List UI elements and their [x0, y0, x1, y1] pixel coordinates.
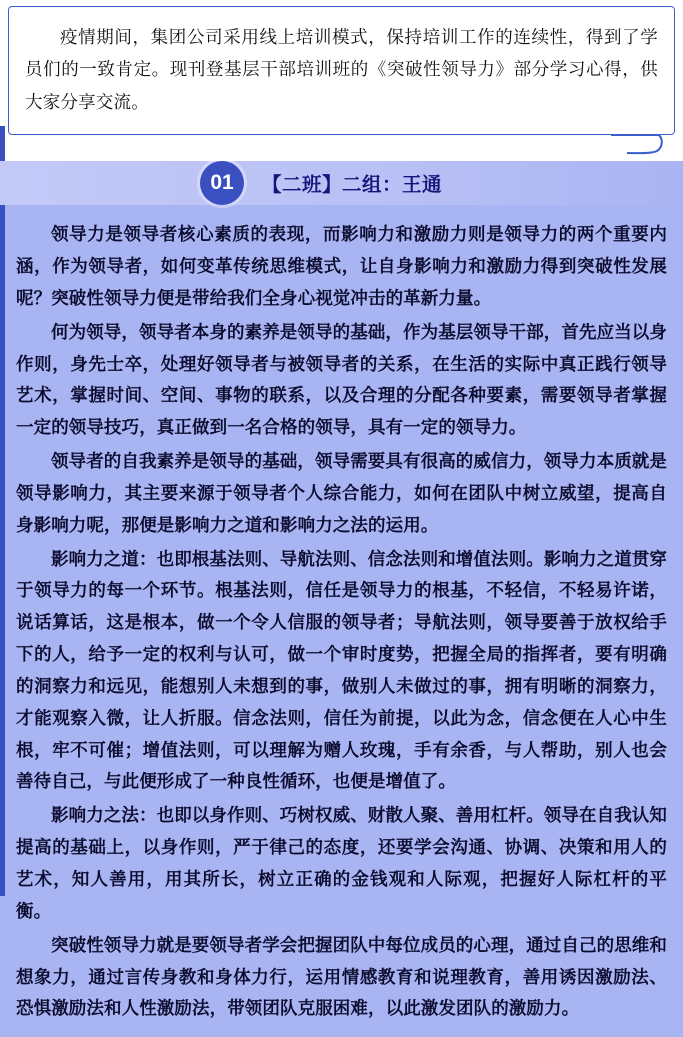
- intro-text: 疫情期间，集团公司采用线上培训模式，保持培训工作的连续性，得到了学员们的一致肯定。现刊登基层干部培训班的《突破性领导力》部分学习心得，供大家分享交流。: [25, 27, 658, 112]
- left-accent-rail: [0, 126, 5, 896]
- document-page: [0, 6, 683, 1019]
- intro-section: [8, 6, 675, 135]
- quote-flourish-icon: [607, 131, 665, 157]
- intro-box: [8, 6, 675, 135]
- paragraph: 领导者的自我素养是领导的基础，领导需要具有很高的威信力，领导力本质就是领导影响力，其主要来源于领导者个人综合能力，如何在团队中树立威望，提高自身影响力呢，那便是影响力之道和影响力之法的运用。: [16, 451, 667, 535]
- paragraph: 影响力之法：也即以身作则、巧树权威、财散人聚、善用杠杆。领导在自我认知提高的基础上，以身作则，严于律己的态度，还要学会沟通、协调、决策和用人的艺术，知人善用，用其所长，树立正确的金钱观和人际观，把握好人际杠杆的平衡。: [16, 805, 667, 921]
- paragraph: 突破性领导力就是要领导者学会把握团队中每位成员的心理，通过自己的思维和想象力，通过言传身教和身体力行，运用情感教育和说理教育，善用诱因激励法、恐惧激励法和人性激励法，带领团队克服困难，以此激发团队的激励力。: [16, 934, 667, 1019]
- paragraph: 影响力之道：也即根基法则、导航法则、信念法则和增值法则。影响力之道贯穿于领导力的每一个环节。根基法则，信任是领导力的根基，不轻信，不轻易许诺，说话算话，这是根本，做一个令人信服的领导者；导航法则，领导要善于放权给手下的人，给予一定的权利与认可，做一个审时度势，把握全局的指挥者，要有明确的洞察力和远见，能想别人未想到的事，做别人未做过的事，拥有明晰的洞察力，才能观察入微，让人折服。信念法则，信任为前提，以此为念，信念便在人心中生根，牢不可催；增值法则，可以理解为赠人玫瑰，手有余香，与人帮助，别人也会善待自己，与此便形成了一种良性循环，也便是增值了。: [16, 548, 667, 792]
- section-number-badge: 01: [200, 161, 244, 205]
- paragraph: 何为领导，领导者本身的素养是领导的基础，作为基层领导干部，首先应当以身作则，身先士卒，处理好领导者与被领导者的关系，在生活的实际中真正践行领导艺术，掌握时间、空间、事物的联系，以及合理的分配各种要素，需要领导者掌握一定的领导技巧，真正做到一名合格的领导，具有一定的领导力。: [16, 321, 667, 438]
- section-title: 【二班】二组：王通: [262, 175, 443, 197]
- article-body: [0, 205, 683, 1037]
- section-header-band: [0, 161, 683, 205]
- paragraph: 领导力是领导者核心素质的表现，而影响力和激励力则是领导力的两个重要内涵，作为领导者，如何变革传统思维模式，让自身影响力和激励力得到突破性发展呢？突破性领导力便是带给我们全身心视觉冲击的革新力量。: [16, 224, 667, 308]
